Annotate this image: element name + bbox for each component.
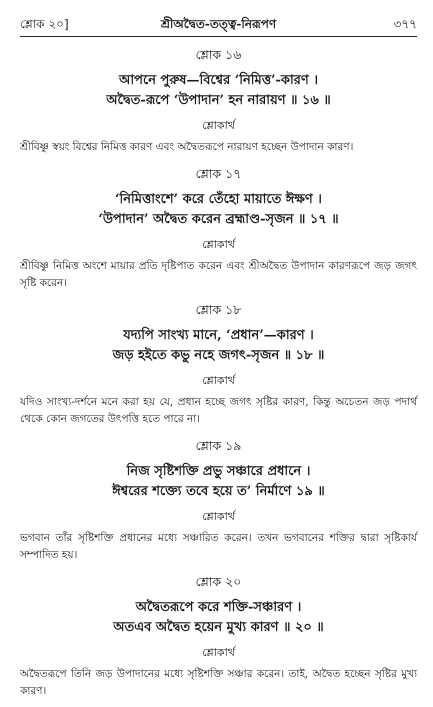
translation-title: শ্লোকার্থ <box>202 510 235 523</box>
running-header <box>20 14 417 34</box>
verse-section-16 <box>20 47 417 156</box>
translation-text: অদ্বৈতরূপে তিনি জড় উপাদানের মধ্যে সৃষ্টিশক্তি সঞ্চার করেন। তাই, অদ্বৈত হচ্ছেন সৃষ্টির মুখ্য কারণ। <box>20 668 417 697</box>
translation-title: শ্লোকার্থ <box>202 646 235 659</box>
verse-section-19 <box>20 438 417 564</box>
page-number: ৩৭৭ <box>393 17 417 31</box>
header-divider <box>20 36 417 37</box>
translation-title: শ্লোকার্থ <box>202 374 235 387</box>
verse-title: শ্লোক ১৮ <box>195 302 242 317</box>
verse-title: শ্লোক ১৬ <box>195 47 242 62</box>
verse-line: ঈশ্বরের শক্ত্যে তবে হয়ে ত’ নির্মাণে ১৯ ॥ <box>112 484 325 499</box>
verse-title: শ্লোক ১৭ <box>195 166 242 181</box>
verse-title: শ্লোক ২০ <box>195 574 242 589</box>
translation-text: শ্রীবিষ্ণু স্বয়ং বিশ্বের নিমিত্ত কারণ এবং অদ্বৈতরূপে নারায়ণ হচ্ছেন উপাদান কারণ। <box>20 141 354 153</box>
translation-text: ভগবান তাঁর সৃষ্টিশক্তি প্রধানের মধ্যে সঞ্চারিত করেন। তখন ভগবানের শক্তির দ্বারা সৃষ্টিকার্য সম্পাদিত হয়। <box>20 532 417 561</box>
verse-line: নিজ সৃষ্টিশক্তি প্রভু সঞ্চারে প্রধানে । <box>126 464 311 479</box>
verse-line: আপনে পুরুষ—বিশ্বের ‘নিমিত্ত’-কারণ । <box>119 73 318 88</box>
verse-line: অতএব অদ্বৈত হয়েন মুখ্য কারণ ॥ ২০ ॥ <box>113 620 324 635</box>
verse-section-20 <box>20 574 417 700</box>
verse-title: শ্লোক ১৯ <box>195 438 242 453</box>
header-chapter-title: শ্রীঅদ্বৈত-তত্ত্ব-নিরূপণ <box>160 17 277 31</box>
verse-line: অদ্বৈত-রূপে ‘উপাদান’ হন নারায়ণ ॥ ১৬ ॥ <box>106 93 331 108</box>
header-verse-ref: শ্লোক ২০] <box>20 17 69 31</box>
translation-text: যদিও সাংখ্য-দর্শনে মনে করা হয় যে, প্রধান হচ্ছে জগৎ সৃষ্টির কারণ, কিন্তু অচেতন জড় পদার্থ থেকে কোন জগতের উৎপত্তি হতে পারে না। <box>20 396 417 425</box>
verse-section-17 <box>20 166 417 292</box>
verse-line: ‘নিমিত্তাংশে’ করে তেঁহো মায়াতে ঈক্ষণ । <box>115 192 322 207</box>
verse-line: জড় হইতে কভু নহে জগৎ-সৃজন ॥ ১৮ ॥ <box>112 348 325 363</box>
verse-line: যদ্যপি সাংখ্য মানে, ‘প্রধান’—কারণ । <box>123 328 314 343</box>
verse-line: অদ্বৈতরূপে করে শক্তি-সঞ্চারণ । <box>135 600 302 615</box>
verse-line: ‘উপাদান’ অদ্বৈত করেন ব্রহ্মাণ্ড-সৃজন ॥ ১৭ ॥ <box>98 212 339 227</box>
translation-title: শ্লোকার্থ <box>202 119 235 132</box>
translation-text: শ্রীবিষ্ণু নিমিত্ত অংশে মায়ার প্রতি দৃষ্টিপাত করেন এবং শ্রীঅদ্বৈত উপাদান কারণরূপে জড় জগৎ সৃষ্টি করেন। <box>20 260 417 289</box>
translation-title: শ্লোকার্থ <box>202 238 235 251</box>
verse-section-18 <box>20 302 417 428</box>
